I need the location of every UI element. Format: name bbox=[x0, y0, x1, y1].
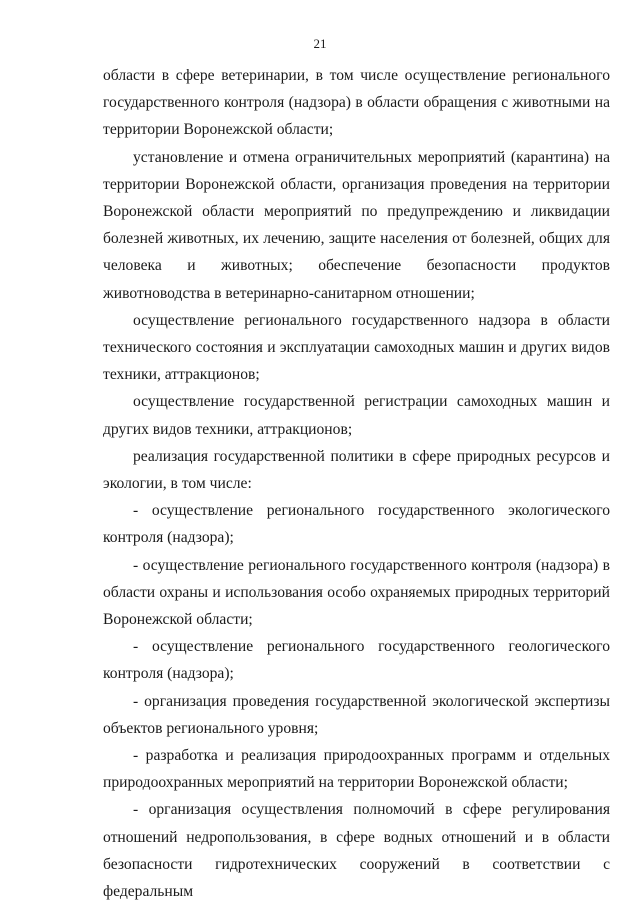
paragraph-machinery-supervision: осуществление регионального государственного надзора в области технического состояния и эксплуатации самоходных машин и других видов техники, аттракционов; bbox=[103, 311, 610, 384]
list-item-protected-areas: - осуществление регионального государственного контроля (надзора) в области охраны и использования особо охраняемых природных территорий Воронежской области; bbox=[103, 556, 610, 629]
document-body bbox=[103, 62, 610, 905]
paragraph-veterinary-continuation: области в сфере ветеринарии, в том числе осуществление регионального государственного контроля (надзора) в области обращения с животными на территории Воронежской области; bbox=[103, 67, 610, 139]
list-item-ecological-control: - осуществление регионального государственного экологического контроля (надзора); bbox=[103, 502, 610, 547]
paragraph-machinery-registration: осуществление государственной регистрации самоходных машин и других видов техники, аттракционов; bbox=[103, 393, 610, 438]
paragraph-quarantine: установление и отмена ограничительных мероприятий (карантина) на территории Воронежской области, организация проведения на территории Воронежской области мероприятий по предупреждению и ликвидации болезней животных, их лечению, защите населения от болезней, общих для человека и животных; обеспечение безопасности продуктов животноводства в ветеринарно-санитарном отношении; bbox=[103, 148, 610, 302]
list-item-ecological-expertise: - организация проведения государственной экологической экспертизы объектов регионального уровня; bbox=[103, 692, 610, 737]
paragraph-natural-resources: реализация государственной политики в сфере природных ресурсов и экологии, в том числе: bbox=[103, 447, 610, 493]
list-item-geological-control: - осуществление регионального государственного геологического контроля (надзора); bbox=[103, 638, 610, 683]
list-item-environmental-programs: - разработка и реализация природоохранных программ и отдельных природоохранных мероприятий на территории Воронежской области; bbox=[103, 747, 610, 792]
list-item-subsoil-water-relations: - организация осуществления полномочий в сфере регулирования отношений недропользования, в сфере водных отношений и в области безопасности гидротехнических сооружений в соответствии с федеральным bbox=[103, 801, 610, 901]
page-number: 21 bbox=[313, 36, 327, 51]
